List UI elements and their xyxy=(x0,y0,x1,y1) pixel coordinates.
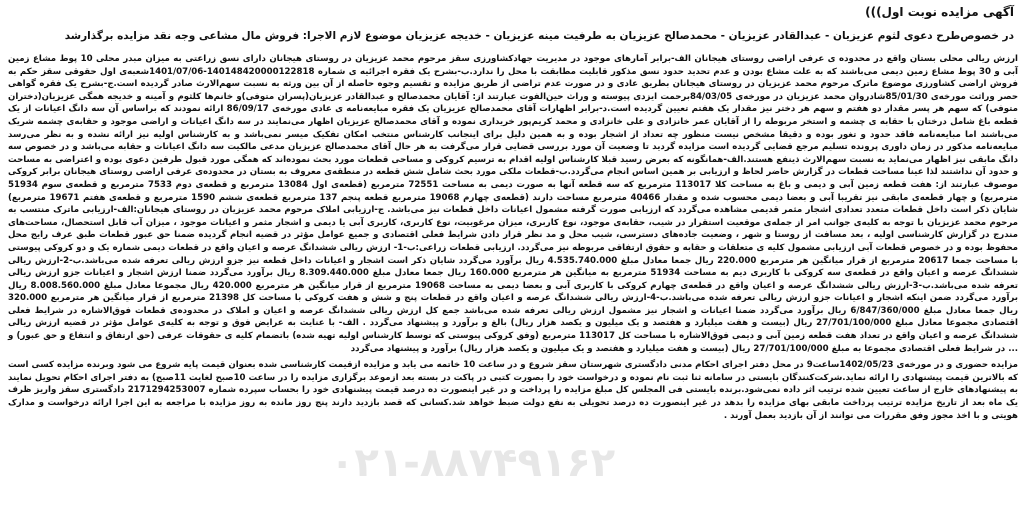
watermark: ۰۲۱-۸۸۷۴۹۱۶۲ xyxy=(330,440,616,486)
notice-title: آگهی مزایده نوبت اول))) xyxy=(865,5,1014,19)
auction-terms-paragraph: مزایده حضوری و در مورخه‌ی 1402/05/23ساعت9 در محل دفتر اجرای احکام مدنی دادگستری شهرستان سقز شروع و در ساعت 10 خاتمه می یابد و مزایده ازقیمت کارشناسی شده بعنوان قیمت پایه شروع می شود وبرنده مزایده کسی است که بالاترین قیمت پیشنهادی را ارائه نماید.شرکت‌کنندگان بایستی در سامانه ثنا ثبت نام نموده و درخواست خود را بصورت کتبی در پاکت در بسته بعد ازموعد برگزاری مزایده را در ساعت 10صبح لغایت 11صبح) به دفتر اجرای احکام تحویل نمایند به پیشنهادهای خارج از ساعت تعیین شده ترتیب اثر داده نمی‌شود.برنده بایستی فی المجلس کل مبلغ مزایده را پرداخت و در غیر اینصورت ده درصد قیمت پیشنهادی خود را بحساب سپرده شماره 2171294253007 دادگستری سقز واریز ظرف یک ماه بعد از تاریخ مزایده ترتیب پرداخت مابقی بهای مزایده را بدهد در غیر اینصورت ده درصد تحویلی به نفع دولت ضبط خواهد شد.کسانی که قصد بازدید دارند پنج روز مانده به روز مزایده با مراجعه به این اجرا ارائه درخواست و مدارک هویتی و با اخذ مجوز وفق مقررات می توانند از آن بازدید بعمل آورند . xyxy=(8,360,1018,421)
appraisal-paragraph: ارزش ریالی محلی بستان واقع در محدوده ی عرفی اراضی روستای هیجانان الف-برابر آمارهای موجود در مدیریت جهادکشاورزی سقز مرحوم محمد عزیزیان در روستای هیجانان دارای نسق زراعتی به میزان مبدر محلی 10 پوط مشاع زمین آبی و 30 پوط مشاع زمین دیمی می‌باشند که به علت مشاع بودن و عدم تحدید حدود نسق مذکور قابلیت مطابقت با محل را ندارد.ب-بشرح یک فقره اجرائیه ی شماره 140148420000122818-1401/07/06شعبه‌ی اول حقوقی سقز حکم به فروش اراضی کشاورزی موضوع ماترک مرحوم محمد عزیزیان در روستای هیجانان بطریق عادی و در صورت عدم تراضی از طریق مزایده و تقسیم وجوه حاصله از آن بین ورثه به نسبت سهم‌الارث صادر گردیده است.ج-بشرح یک فقره گواهی حصر وراثت مورخه‌ی 85/01/30شادروان محمد عزیزیان در مورخه‌ی 84/03/05برحمت ایزدی پیوسته و وراث حین‌الفوت عبارتند از: آقایان محمدصالح و عبدالقادر عزیزیان(پسران متوفی)و خانم‌ها کلثوم و آمینه و خدیجه همگی عزیزیان(دختران متوفی) که سهم هر پسر مقدار دو هفتم و سهم هر دختر نیز مقدار یک هفتم تعیین گردیده است.د-برابر اظهارات آقای محمدصالح عزیزیان یک فقره مبایعه‌نامه ی عادی مورخه‌ی 86/09/17 ارائه نمودند که براساس آن سه دانگ اعیانات از یک قطعه باغ شامل درختان با حقابه ی چشمه و استخر مربوطه را از آقایان عمر خانزادی و علی خانزادی و محمد کریم‌پور خریداری نموده و آقای محمدصالح عزیزیان اظهار می‌نمایند در سه دانگ اعیانات و اراضی موجود و حقابه‌ی چشمه شریک می‌باشند اما مبایعه‌نامه فاقد حدود و تغور بوده و دقیقا مشخص نیست منظور چه تعداد از اشجار بوده و به همین دلیل برای اینجانب کارشناس منتخب امکان تفکیک میسر نمی‌باشد و به کارشناس اولیه نیز ارائه نشده و به نظر می‌رسد مبایعه‌نامه مذکور در زمان داوری پرونده تسلیم مرجع قضایی گردیده است مزایده گردید تا وضعیت آن مورد بررسی قضایی قرار می‌گرفت به هر حال آقای محمدصالح عزیزیان مدعی مالکیت سه دانگ اعیانات و حقابه می‌باشد و در خصوص سه دانگ مابقی نیز اظهار می‌نماید به نسبت سهم‌الارث ذینفع هستند.الف-همانگونه که بعرض رسید قبلا کارشناس اولیه اقدام به ترسیم کروکی و مساحی قطعات مورد بحث نموده‌اند که همگی مورد قبول طرفین دعوی بوده و اعتراضی به مساحت و حدود آن نداشتند لذا عینا مساحت قطعات در گزارش حاضر لحاظ و ارزیابی بر همین اساس انجام می‌گردد.ب-قطعات ملکی مورد بحث شامل شش قطعه در منطقه‌ی معروف به بستان در محدوده‌ی عرفی اراضی روستای هیجانان برابر کروکی موصوف عبارتند از: هفت قطعه زمین آبی و دیمی و باغ به مساحت کلا 113017 مترمربع که سه قطعه آنها به صورت دیمی به مساحت 72551 مترمربع (قطعه‌ی اول 13084 مترمربع و قطعه‌ی دوم 7533 مترمربع و قطعه‌ی سوم 51934 مترمربع) و چهار قطعه‌ی مابقی نیز تقریبا آبی و بعضا دیمی محسوب شده و مقدار 40466 مترمربع مساحت دارند (قطعه‌ی چهارم 19068 مترمربع قطعه پنجم 137 مترمربع قطعه‌ی ششم 1590 مترمربع و قطعه‌ی هفتم 19671 مترمربع) شایان ذکر است داخل قطعات متعدد تعدادی اشجار مثمر قدیمی مشاهده می‌گردد که ارزیابی صورت گرفته مشمول اعیانات داخل قطعات نیز می‌باشد. ج-ارزیابی املاک مرحوم محمد عزیزیان در روستای هیجانان:الف-ارزیابی ماترک منتسب به مرحوم محمد عزیزیان با توجه به کلیه‌ی جوانب امر از جمله‌ی موقعیت استقرار در شیب، حقابه‌ی موجود، نوع کاربری، میزان مرغوبیت، نوع کاربری، کاربری آبی یا دیمی و اشجار مثمر و اعیانات موجود ، میزان آب قابل استحصال، مساحت‌های مندرج در گزارش کارشناسی اولیه ، بعد مسافت از روستا و شهر ، وضعیت جاده‌های دسترسی، شیب محل و مد نظر قرار دادن شرایط فعلی اقتصادی و جمیع عوامل مؤثر در قضیه انجام گردیده ضمنا حق عبور قطعات طبق عرف رایج محل محفوظ بوده و در خصوص قطعات آبی ارزیابی مشمول کلیه ی متعلقات و حقابه و حقوق ارتفاقی مربوطه نیز می‌گردد. ارزیابی قطعات زراعی:ب-1- ارزش ریالی ششدانگ عرصه و اعیان واقع در قطعات دیمی شماره یک و دو کروکی پیوستی با مساحت جمعا 20617 مترمربع از قرار میانگین هر مترمربع 220.000 ریال جمعا معادل مبلغ 4.535.740.000 ریال برآورد می‌گردد شایان ذکر است اشجار و اعیانات داخل قطعه نیز جزو ارزش ریالی تعرفه شده می‌باشد.ب-2-ارزش ریالی ششدانگ عرصه و اعیان واقع در قطعه‌ی سه کروکی با کاربری دیم به مساحت 51934 مترمربع به میانگین هر مترمربع 160.000 ریال جمعا معادل مبلغ 8.309.440.000 ریال برآورد می‌گردد ضمنا ارزش اشجار و اعیانات جزو ارزش ریالی تعرفه شده می‌باشد.ب-3-ارزش ریالی ششدانگ عرصه و اعیان واقع در قطعه‌ی چهارم کروکی با کاربری آبی و بعضا دیمی به مساحت 19068 مترمربع از قرار میانگین هر مترمربع 420.000 ریال مجموعا معادل مبلغ 8.008.560.000 ریال برآورد می‌گردد ضمن اینکه اشجار و اعیانات جزو ارزش ریالی تعرفه شده می‌باشد.ب-4-ارزش ریالی ششدانگ عرصه و اعیان واقع در قطعات پنج و شش و هفت کروکی با مساحت کل 21398 مترمربع از قرار میانگین هر مترمربع 320.000 ریال جمعا معادل مبلغ 6/847/360/000 ریال برآورد می‌گردد ضمنا اعیانات و اشجار نیز مشمول ارزش ریالی تعرفه شده می‌باشد جمع کل ارزش ریالی ششدانگ عرصه و اعیان و املاک در محدوده‌ی قطعات فوق‌الاشاره در شرایط فعلی اقتصادی مجموعا معادل مبلغ 27/701/100/000 ریال (بیست و هفت میلیارد و هفتصد و یک میلیون و یکصد هزار ریال) بالغ و برآورد و پیشنهاد می‌گردد . الف- با عنایت به عرایض فوق و توجه به کلیه‌ی عوامل مؤثر در قضیه ارزش ریالی ششدانگ عرصه و اعیان واقع در تعداد هفت قطعه زمین آبی و دیمی فوق‌الاشاره با مساحت کل 113017 مترمربع (وفق کروکی پیوستی که توسط کارشناس اولیه تهیه شده) باتضمام کلیه ی حقوقات عرفی (حق ارتفاق و انتفاع و حق عبور) و ... در شرایط فعلی اقتصادی مجموعا به مبلغ 27/701/100/000 ریال (بیست و هفت میلیارد و هفتصد و یک میلیون و یکصد هزار ریال) برآورد و پیشنهاد می‌گردد xyxy=(8,54,1019,354)
notice-subtitle: در خصوص‌طرح دعوی لثوم عزیزیان - عبدالقادر عزیزیان - محمدصالح عزیزیان به طرفیت مینه عزیزیان - خدیجه عزیزیان موضوع لازم الاجرا: فروش مال مشاعی وجه نقد مزایده برگذارشد xyxy=(64,30,1014,42)
auction-notice xyxy=(8,4,1018,504)
